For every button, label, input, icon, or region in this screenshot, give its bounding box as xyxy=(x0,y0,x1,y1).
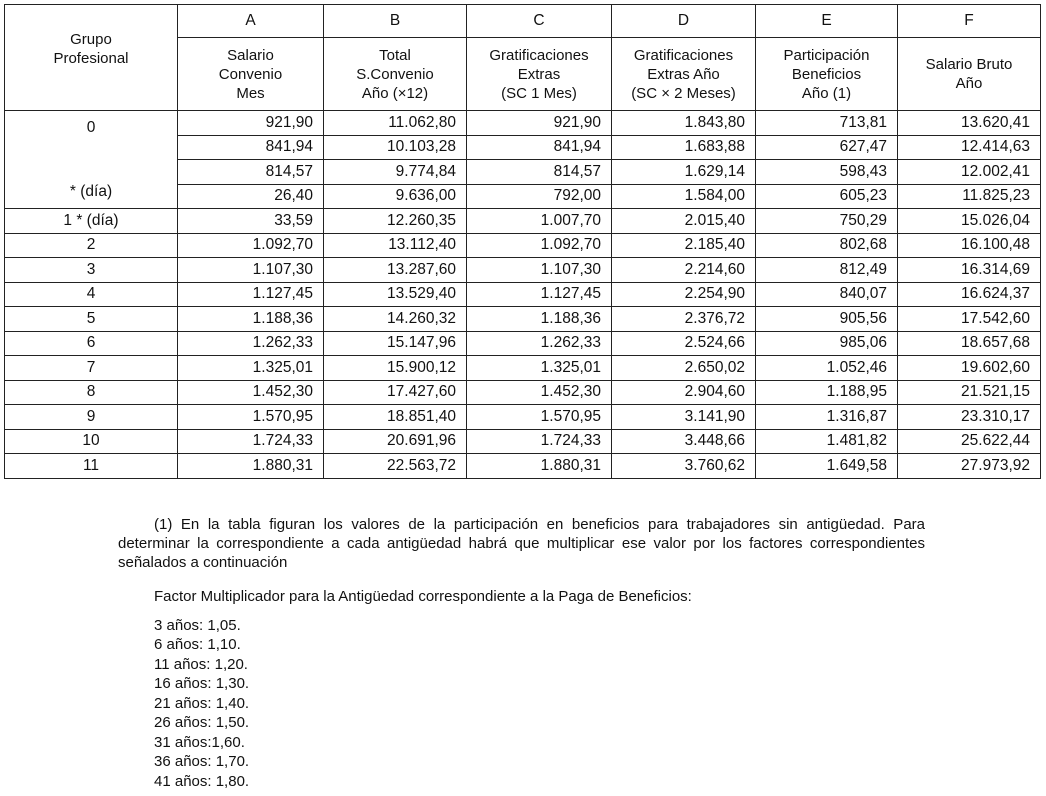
value-cell: 18.851,40 xyxy=(324,405,467,430)
value-cell: 11.825,23 xyxy=(898,184,1041,209)
value-cell: 16.624,37 xyxy=(898,282,1041,307)
value-cell: 15.147,96 xyxy=(324,331,467,356)
value-cell: 598,43 xyxy=(756,160,898,185)
group-label: 7 xyxy=(5,356,178,381)
value-cell: 814,57 xyxy=(178,160,324,185)
value-cell: 18.657,68 xyxy=(898,331,1041,356)
value-cell: 10.103,28 xyxy=(324,135,467,160)
value-cell: 1.325,01 xyxy=(467,356,612,381)
value-cell: 985,06 xyxy=(756,331,898,356)
group-label: 11 xyxy=(5,454,178,479)
factor-section xyxy=(154,587,692,791)
group-cell xyxy=(5,111,178,209)
value-cell: 2.524,66 xyxy=(612,331,756,356)
table-row xyxy=(5,111,1041,136)
value-cell: 1.629,14 xyxy=(612,160,756,185)
value-cell: 1.188,36 xyxy=(467,307,612,332)
value-cell: 13.112,40 xyxy=(324,233,467,258)
value-cell: 1.092,70 xyxy=(178,233,324,258)
table-row xyxy=(5,405,1041,430)
value-cell: 1.570,95 xyxy=(178,405,324,430)
value-cell: 1.092,70 xyxy=(467,233,612,258)
value-cell: 2.185,40 xyxy=(612,233,756,258)
value-cell: 15.900,12 xyxy=(324,356,467,381)
value-cell: 750,29 xyxy=(756,209,898,234)
value-cell: 9.774,84 xyxy=(324,160,467,185)
value-cell: 905,56 xyxy=(756,307,898,332)
value-cell: 2.376,72 xyxy=(612,307,756,332)
value-cell: 1.481,82 xyxy=(756,429,898,454)
table-row xyxy=(5,331,1041,356)
group-header: Grupo Profesional xyxy=(5,5,178,111)
table-row xyxy=(5,282,1041,307)
value-cell: 1.007,70 xyxy=(467,209,612,234)
col-letter-d: D xyxy=(612,5,756,38)
value-cell: 13.620,41 xyxy=(898,111,1041,136)
factor-list xyxy=(154,616,692,792)
value-cell: 1.570,95 xyxy=(467,405,612,430)
col-letter-e: E xyxy=(756,5,898,38)
group-label: 2 xyxy=(5,233,178,258)
value-cell: 1.584,00 xyxy=(612,184,756,209)
col-letter-c: C xyxy=(467,5,612,38)
table-row xyxy=(5,209,1041,234)
value-cell: 1.107,30 xyxy=(178,258,324,283)
value-cell: 21.521,15 xyxy=(898,380,1041,405)
value-cell: 1.649,58 xyxy=(756,454,898,479)
value-cell: 840,07 xyxy=(756,282,898,307)
value-cell: 12.260,35 xyxy=(324,209,467,234)
value-cell: 27.973,92 xyxy=(898,454,1041,479)
group-label: 3 xyxy=(5,258,178,283)
value-cell: 16.100,48 xyxy=(898,233,1041,258)
value-cell: 1.683,88 xyxy=(612,135,756,160)
factor-item: 6 años: 1,10. xyxy=(154,636,241,653)
value-cell: 9.636,00 xyxy=(324,184,467,209)
table-row xyxy=(5,454,1041,479)
value-cell: 17.427,60 xyxy=(324,380,467,405)
group-label: 4 xyxy=(5,282,178,307)
value-cell: 921,90 xyxy=(467,111,612,136)
value-cell: 605,23 xyxy=(756,184,898,209)
value-cell: 1.188,36 xyxy=(178,307,324,332)
value-cell: 2.214,60 xyxy=(612,258,756,283)
factor-item: 36 años: 1,70. xyxy=(154,753,250,770)
value-cell: 841,94 xyxy=(178,135,324,160)
factor-item: 16 años: 1,30. xyxy=(154,675,250,692)
col-header-c: Gratificaciones Extras (SC 1 Mes) xyxy=(467,38,612,111)
value-cell: 2.904,60 xyxy=(612,380,756,405)
value-cell: 921,90 xyxy=(178,111,324,136)
value-cell: 1.107,30 xyxy=(467,258,612,283)
value-cell: 1.880,31 xyxy=(467,454,612,479)
value-cell: 2.015,40 xyxy=(612,209,756,234)
value-cell: 1.127,45 xyxy=(467,282,612,307)
col-letter-a: A xyxy=(178,5,324,38)
value-cell: 802,68 xyxy=(756,233,898,258)
value-cell: 1.724,33 xyxy=(178,429,324,454)
factor-item: 41 años: 1,80. xyxy=(154,772,250,790)
group-label: 5 xyxy=(5,307,178,332)
group-label: 1 * (día) xyxy=(5,209,178,234)
value-cell: 1.325,01 xyxy=(178,356,324,381)
value-cell: 841,94 xyxy=(467,135,612,160)
value-cell: 1.452,30 xyxy=(178,380,324,405)
col-header-d: Gratificaciones Extras Año (SC × 2 Meses) xyxy=(612,38,756,111)
value-cell: 13.529,40 xyxy=(324,282,467,307)
value-cell: 1.127,45 xyxy=(178,282,324,307)
value-cell: 1.724,33 xyxy=(467,429,612,454)
factor-item: 21 años: 1,40. xyxy=(154,694,250,712)
factor-item: 11 años: 1,20. xyxy=(154,655,248,673)
value-cell: 3.448,66 xyxy=(612,429,756,454)
value-cell: 23.310,17 xyxy=(898,405,1041,430)
factor-item: 26 años: 1,50. xyxy=(154,714,250,731)
group-label: 6 xyxy=(5,331,178,356)
value-cell: 1.316,87 xyxy=(756,405,898,430)
value-cell: 2.650,02 xyxy=(612,356,756,381)
col-header-f: Salario Bruto Año xyxy=(898,38,1041,111)
value-cell: 814,57 xyxy=(467,160,612,185)
value-cell: 1.843,80 xyxy=(612,111,756,136)
value-cell: 22.563,72 xyxy=(324,454,467,479)
value-cell: 1.052,46 xyxy=(756,356,898,381)
table-row xyxy=(5,258,1041,283)
footnote-text: (1) En la tabla figuran los valores de la participación en beneficios para trabajadores sin antigüedad. Para determinar la correspondiente a cada antigüedad habrá que multiplicar ese valor por los factores correspondientes señalados a continuación xyxy=(118,516,925,571)
value-cell: 20.691,96 xyxy=(324,429,467,454)
value-cell: 19.602,60 xyxy=(898,356,1041,381)
factor-item: 3 años: 1,05. xyxy=(154,616,241,634)
value-cell: 1.262,33 xyxy=(467,331,612,356)
factor-item: 31 años:1,60. xyxy=(154,733,245,751)
value-cell: 2.254,90 xyxy=(612,282,756,307)
value-cell: 812,49 xyxy=(756,258,898,283)
value-cell: 15.026,04 xyxy=(898,209,1041,234)
group-label: 8 xyxy=(5,380,178,405)
value-cell: 792,00 xyxy=(467,184,612,209)
table-row xyxy=(5,307,1041,332)
table-row xyxy=(5,380,1041,405)
group-label: 10 xyxy=(5,429,178,454)
group-label: 9 xyxy=(5,405,178,430)
value-cell: 17.542,60 xyxy=(898,307,1041,332)
col-letter-b: B xyxy=(324,5,467,38)
value-cell: 13.287,60 xyxy=(324,258,467,283)
value-cell: 627,47 xyxy=(756,135,898,160)
table-row xyxy=(5,429,1041,454)
value-cell: 3.760,62 xyxy=(612,454,756,479)
value-cell: 1.880,31 xyxy=(178,454,324,479)
col-header-e: Participación Beneficios Año (1) xyxy=(756,38,898,111)
table-row xyxy=(5,233,1041,258)
value-cell: 12.002,41 xyxy=(898,160,1041,185)
value-cell: 14.260,32 xyxy=(324,307,467,332)
table-row xyxy=(5,356,1041,381)
value-cell: 1.188,95 xyxy=(756,380,898,405)
value-cell: 3.141,90 xyxy=(612,405,756,430)
factor-title: Factor Multiplicador para la Antigüedad correspondiente a la Paga de Beneficios: xyxy=(154,588,692,605)
value-cell: 1.262,33 xyxy=(178,331,324,356)
value-cell: 33,59 xyxy=(178,209,324,234)
col-letter-f: F xyxy=(898,5,1041,38)
value-cell: 26,40 xyxy=(178,184,324,209)
group-day-label: * (día) xyxy=(69,183,113,200)
col-header-a: Salario Convenio Mes xyxy=(178,38,324,111)
value-cell: 713,81 xyxy=(756,111,898,136)
value-cell: 12.414,63 xyxy=(898,135,1041,160)
value-cell: 1.452,30 xyxy=(467,380,612,405)
col-header-b: Total S.Convenio Año (×12) xyxy=(324,38,467,111)
footnote xyxy=(118,515,925,572)
value-cell: 11.062,80 xyxy=(324,111,467,136)
group-label: 0 xyxy=(86,119,96,136)
salary-table xyxy=(4,4,1041,479)
value-cell: 16.314,69 xyxy=(898,258,1041,283)
value-cell: 25.622,44 xyxy=(898,429,1041,454)
